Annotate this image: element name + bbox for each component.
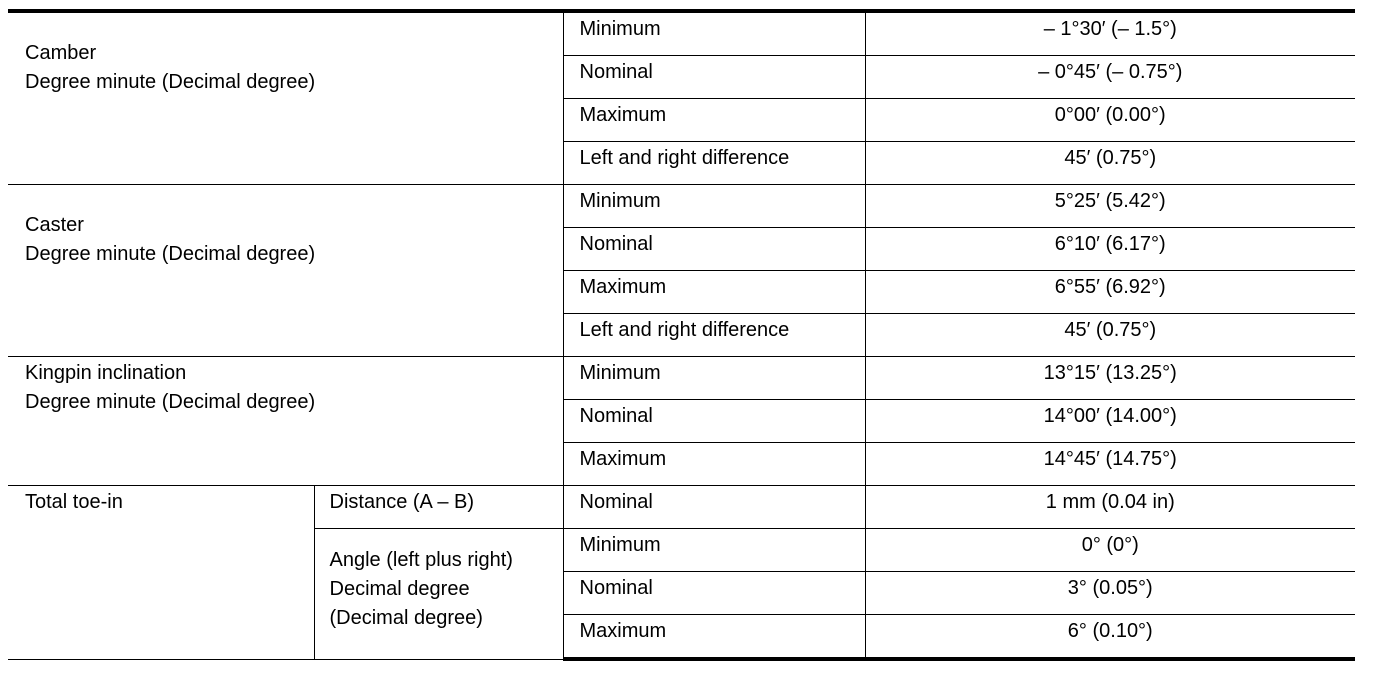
toe-in-item-cell — [8, 486, 314, 660]
toe-in-angle-minimum-value: 0° (0°) — [865, 529, 1355, 572]
toe-in-angle-nominal-label: Nominal — [563, 572, 865, 615]
camber-title: Camber — [25, 42, 97, 64]
caster-nominal-label: Nominal — [563, 228, 865, 271]
caster-difference-value: 45′ (0.75°) — [865, 314, 1355, 357]
kingpin-title: Kingpin inclination — [25, 362, 187, 384]
toe-in-distance-cell — [314, 486, 563, 529]
camber-difference-value: 45′ (0.75°) — [865, 142, 1355, 185]
caster-minimum-label: Minimum — [563, 185, 865, 228]
toe-in-angle-maximum-label: Maximum — [563, 615, 865, 660]
camber-minimum-value: – 1°30′ (– 1.5°) — [865, 11, 1355, 56]
caster-nominal-value: 6°10′ (6.17°) — [865, 228, 1355, 271]
toe-in-angle-label-line1: Angle (left plus right) — [329, 549, 513, 571]
kingpin-minimum-label: Minimum — [563, 357, 865, 400]
kingpin-nominal-label: Nominal — [563, 400, 865, 443]
kingpin-item-cell — [8, 357, 563, 486]
kingpin-minimum-value: 13°15′ (13.25°) — [865, 357, 1355, 400]
wheel-alignment-spec-table — [8, 9, 1355, 661]
caster-maximum-label: Maximum — [563, 271, 865, 314]
caster-title: Caster — [25, 214, 84, 236]
caster-minimum-value: 5°25′ (5.42°) — [865, 185, 1355, 228]
toe-in-distance-nominal-value: 1 mm (0.04 in) — [865, 486, 1355, 529]
table-row — [8, 185, 1355, 228]
camber-nominal-label: Nominal — [563, 56, 865, 99]
caster-unit: Degree minute (Decimal degree) — [25, 243, 316, 265]
camber-nominal-value: – 0°45′ (– 0.75°) — [865, 56, 1355, 99]
table-row — [8, 357, 1355, 400]
caster-maximum-value: 6°55′ (6.92°) — [865, 271, 1355, 314]
toe-in-angle-nominal-value: 3° (0.05°) — [865, 572, 1355, 615]
kingpin-unit: Degree minute (Decimal degree) — [25, 391, 316, 413]
camber-item-cell — [8, 11, 563, 185]
table-row — [8, 11, 1355, 56]
toe-in-angle-label-line2: Decimal degree — [329, 578, 470, 600]
camber-unit: Degree minute (Decimal degree) — [25, 71, 316, 93]
camber-maximum-label: Maximum — [563, 99, 865, 142]
kingpin-nominal-value: 14°00′ (14.00°) — [865, 400, 1355, 443]
toe-in-angle-label-line3: (Decimal degree) — [329, 607, 483, 629]
toe-in-title: Total toe-in — [25, 491, 123, 513]
camber-maximum-value: 0°00′ (0.00°) — [865, 99, 1355, 142]
camber-difference-label: Left and right difference — [563, 142, 865, 185]
toe-in-distance-label: Distance (A – B) — [329, 491, 475, 513]
toe-in-angle-minimum-label: Minimum — [563, 529, 865, 572]
toe-in-distance-nominal-label: Nominal — [563, 486, 865, 529]
table-row — [8, 486, 1355, 529]
kingpin-maximum-label: Maximum — [563, 443, 865, 486]
kingpin-maximum-value: 14°45′ (14.75°) — [865, 443, 1355, 486]
toe-in-angle-maximum-value: 6° (0.10°) — [865, 615, 1355, 660]
toe-in-angle-cell — [314, 529, 563, 660]
caster-difference-label: Left and right difference — [563, 314, 865, 357]
camber-minimum-label: Minimum — [563, 11, 865, 56]
caster-item-cell — [8, 185, 563, 357]
